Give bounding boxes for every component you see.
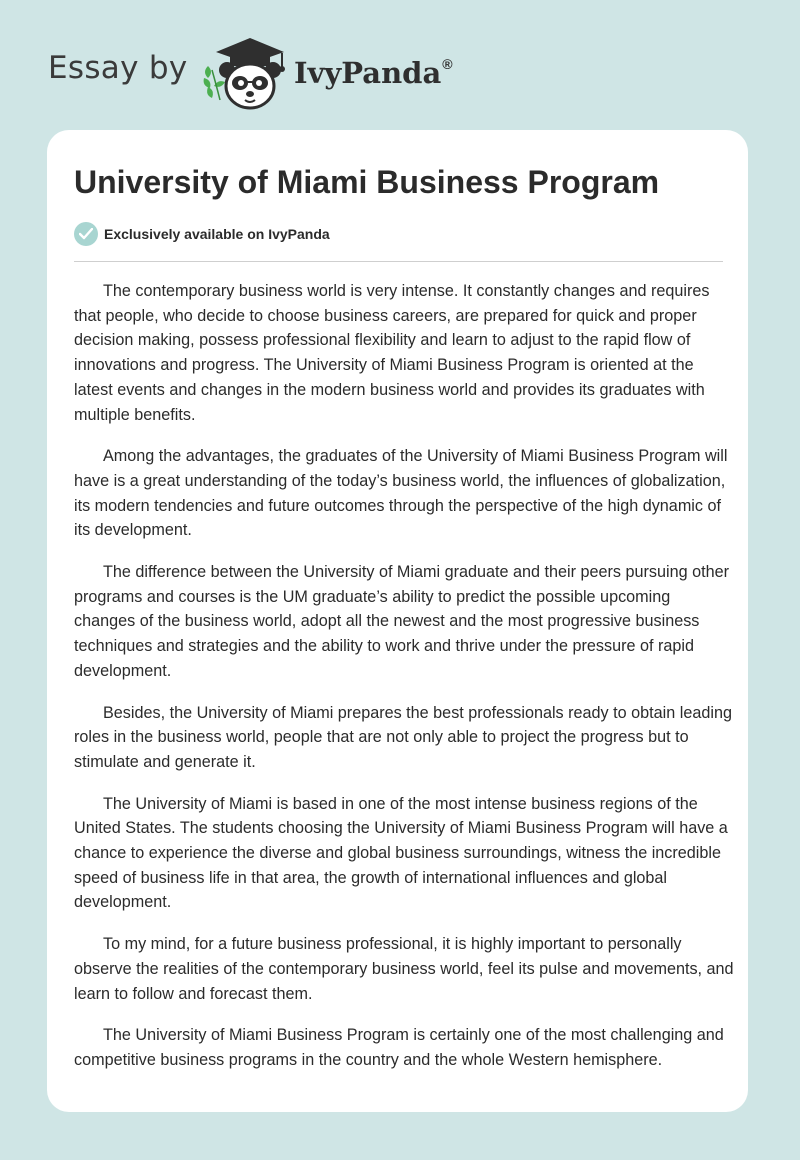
paragraph-3: The difference between the University of Miami graduate and their peers pursuing other programs and courses is the UM graduate’s ability to predict the possible upcoming changes of the business world, adopt all the newest and the most progressive business techniques and strategies and the ability to work and thrive under the pressure of rapid development. <box>74 563 729 680</box>
essay-by-label: Essay by <box>48 50 188 86</box>
exclusive-badge-label: Exclusively available on IvyPanda <box>104 226 330 242</box>
paragraph-1: The contemporary business world is very intense. It constantly changes and requires that people, who decide to choose business careers, are prepared for quick and proper decision making, possess professional flexibility and learn to adjust to the rapid flow of innovations and progress. The University of Miami Business Program is oriented at the latest events and changes in the modern business world and provides its graduates with multiple benefits. <box>74 282 710 424</box>
panda-graduate-logo-icon[interactable] <box>200 34 290 114</box>
paragraph-5: The University of Miami is based in one of the most intense business regions of the United States. The students choosing the University of Miami Business Program will have a chance to experience the diverse and global business surroundings, witness the incredible speed of business life in that area, the growth of international influences and global development. <box>74 794 728 912</box>
registered-mark: ® <box>442 56 453 72</box>
essay-body <box>74 279 734 1090</box>
paragraph-2: Among the advantages, the graduates of the University of Miami Business Program will have is a great understanding of the today’s business world, the influences of globalization, its modern tendencies and future outcomes through the perspective of the high dynamic of its development. <box>74 447 728 540</box>
paragraph-7: The University of Miami Business Program is certainly one of the most challenging and competitive business programs in the country and the whole Western hemisphere. <box>74 1026 724 1069</box>
site-header <box>48 30 608 110</box>
page-title: University of Miami Business Program <box>74 164 660 200</box>
brand-name[interactable] <box>294 56 453 90</box>
paragraph-6: To my mind, for a future business professional, it is highly important to personally observe the realities of the contemporary business world, feel its pulse and movements, and learn to follow and forecast them. <box>74 935 734 1003</box>
paragraph-4: Besides, the University of Miami prepares the best professionals ready to obtain leading roles in the business world, people that are not only able to project the progress but to stimulate and generate it. <box>74 703 732 771</box>
title-divider <box>74 261 723 262</box>
essay-card <box>47 130 748 1112</box>
exclusive-badge <box>74 222 330 246</box>
check-circle-icon <box>74 222 98 246</box>
brand-text: IvyPanda <box>294 56 442 90</box>
